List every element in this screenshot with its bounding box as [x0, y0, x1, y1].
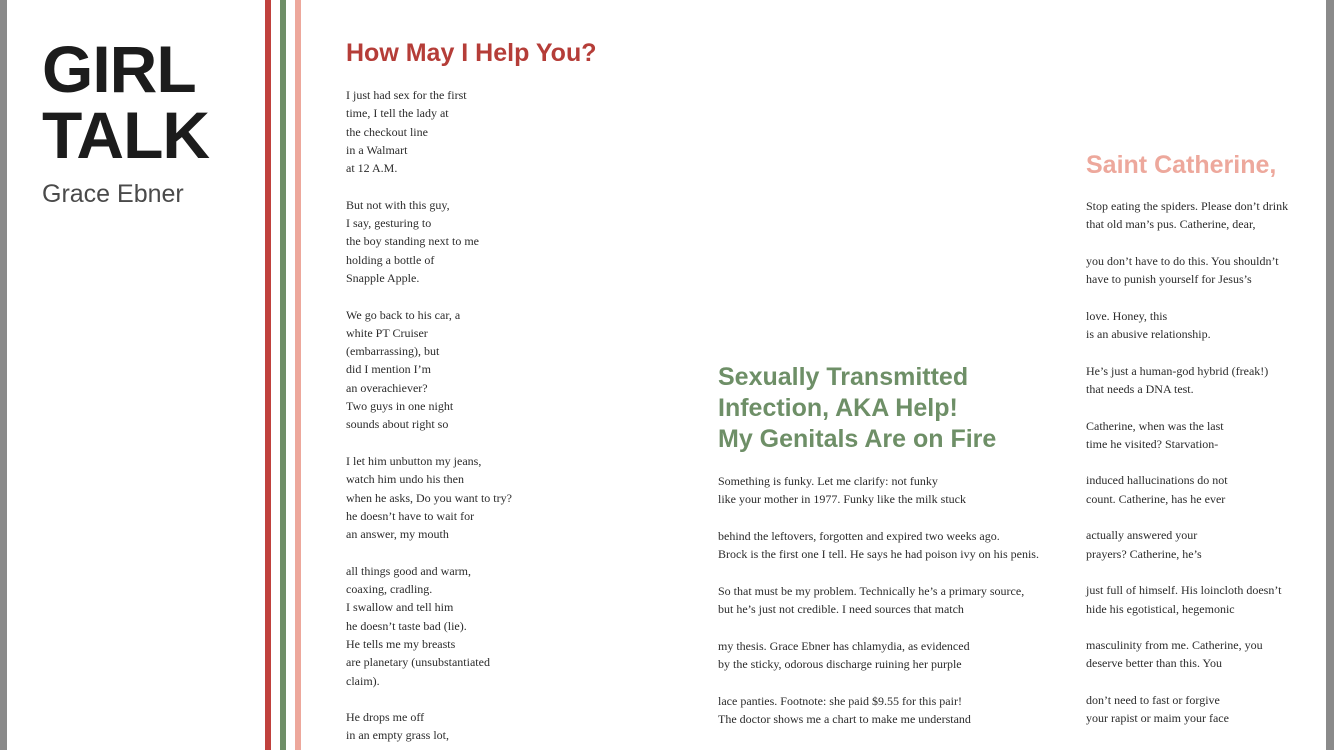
pink-stripe [295, 0, 301, 750]
book-title [42, 32, 210, 172]
poem-title-sti [718, 362, 996, 455]
poem-title-sti-line-3: My Genitals Are on Fire [718, 425, 997, 453]
poem-title-sti-line-1: Sexually Transmitted [718, 363, 969, 391]
book-title-line-1: GIRL [42, 32, 196, 106]
poem-body-sti: Something is funky. Let me clarify: not funky like your mother in 1977. Funky like the milk stuck behind the leftovers, forgotten and expired two weeks ago. Brock is the first one I tell. He says he had poison ivy on his penis. So that must be my problem. Technically he’s a primary source, but he’s just not credible. I need sources that match my thesis. Grace Ebner has chlamydia, as evidenced by the sticky, odorous discharge ruining her purple lace panties. Footnote: she paid $9.55 for this pair! The doctor shows me a chart to make me understand [718, 474, 1039, 726]
poem-title-how-may-i-help-you: How May I Help You? [346, 39, 597, 67]
red-stripe [265, 0, 271, 750]
book-title-line-2: TALK [42, 98, 210, 172]
poem-body-how-may-i-help-you: I just had sex for the first time, I tell the lady at the checkout line in a Walmart at 12 A.M. But not with this guy, I say, gesturing to the boy standing next to me holding a bottle of Snapple Apple. We go back to his car, a white PT Cruiser (embarrassing), but did I mention I’m an overachiever? Two guys in one night sounds about right so I let him unbutton my jeans, watch him undo his then when he asks, Do you want to try? he doesn’t have to wait for an answer, my mouth all things good and warm, coaxing, cradling. I swallow and tell him he doesn’t taste bad (lie). He tells me my breasts are planetary (unsubstantiated claim). He drops me off in an empty grass lot, [346, 88, 512, 743]
poem-title-saint-catherine: Saint Catherine, [1086, 151, 1277, 179]
green-stripe [280, 0, 286, 750]
magazine-spread [7, 0, 1326, 750]
poem-title-sti-line-2: Infection, AKA Help! [718, 394, 958, 422]
poem-body-saint-catherine: Stop eating the spiders. Please don’t drink that old man’s pus. Catherine, dear, you don’t have to do this. You shouldn’t have to punish yourself for Jesus’s love. Honey, this is an abusive relationship. He’s just a human-god hybrid (freak!) that needs a DNA test. Catherine, when was the last time he visited? Starvation- induced hallucinations do not count. Catherine, has he ever actually answered your prayers? Catherine, he’s just full of himself. His loincloth doesn’t hide his egotistical, hegemonic masculinity from me. Catherine, you deserve better than this. You don’t need to fast or forgive your rapist or maim your face [1086, 199, 1289, 726]
book-author: Grace Ebner [42, 180, 184, 208]
